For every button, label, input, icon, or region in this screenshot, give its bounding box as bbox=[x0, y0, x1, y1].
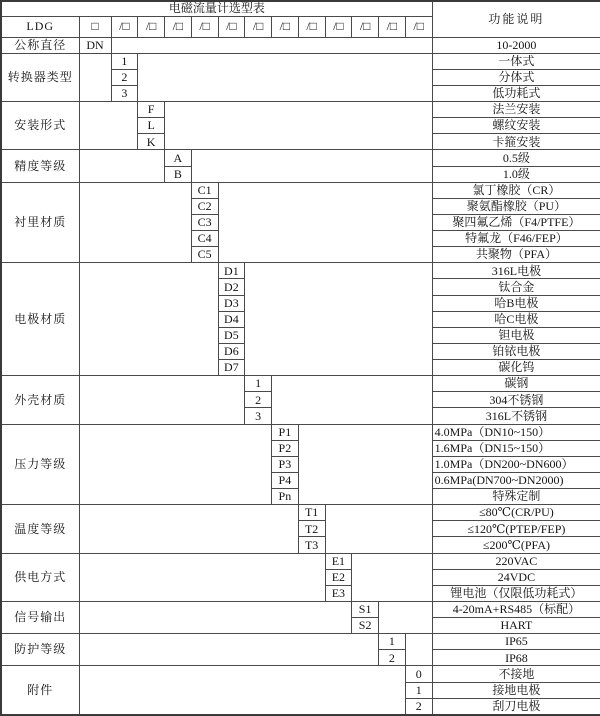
page-title: 电磁流量计选型表 bbox=[1, 1, 432, 16]
filler-cell bbox=[298, 424, 432, 505]
option-code: 1 bbox=[379, 634, 406, 650]
option-code: D1 bbox=[218, 263, 245, 279]
option-code: 1 bbox=[245, 376, 272, 392]
table-row bbox=[1, 102, 600, 118]
model-segment-box-12: /□ bbox=[405, 16, 432, 37]
function-description: 特氟龙（F46/FEP） bbox=[432, 231, 600, 247]
function-description: 聚四氟乙烯（F4/PTFE） bbox=[432, 214, 600, 230]
option-code: S2 bbox=[352, 618, 379, 634]
option-code: D5 bbox=[218, 327, 245, 343]
option-code: D3 bbox=[218, 295, 245, 311]
function-description: 哈C电极 bbox=[432, 311, 600, 327]
function-description: 碳化钨 bbox=[432, 360, 600, 376]
filler-cell bbox=[352, 553, 432, 601]
function-description: 24VDC bbox=[432, 569, 600, 585]
filler-cell bbox=[79, 263, 218, 376]
function-description: 316L电极 bbox=[432, 263, 600, 279]
function-description: 接地电极 bbox=[432, 682, 600, 698]
function-description: 钛合金 bbox=[432, 279, 600, 295]
filler-cell bbox=[79, 553, 325, 601]
function-description: 10-2000 bbox=[432, 37, 600, 53]
table-row bbox=[1, 666, 600, 682]
option-code: C1 bbox=[191, 182, 218, 198]
function-description: 低功耗式 bbox=[432, 85, 600, 101]
model-segment-box-6: /□ bbox=[245, 16, 272, 37]
option-code: T2 bbox=[298, 521, 325, 537]
function-description: 卡箍安装 bbox=[432, 134, 600, 150]
option-code: P2 bbox=[272, 440, 299, 456]
filler-cell bbox=[138, 53, 432, 101]
option-code: T3 bbox=[298, 537, 325, 553]
option-code: D2 bbox=[218, 279, 245, 295]
function-description: IP68 bbox=[432, 650, 600, 666]
filler-cell bbox=[245, 263, 432, 376]
option-code: 2 bbox=[245, 392, 272, 408]
table-row bbox=[1, 553, 600, 569]
category-label: 精度等级 bbox=[1, 150, 79, 182]
category-label: 附件 bbox=[1, 666, 79, 715]
table-row bbox=[1, 150, 600, 166]
option-code: 1 bbox=[111, 53, 138, 69]
filler-cell bbox=[191, 150, 432, 182]
table-row bbox=[1, 376, 600, 392]
category-label: 压力等级 bbox=[1, 424, 79, 505]
filler-cell bbox=[272, 376, 433, 424]
function-description: 304不锈钢 bbox=[432, 392, 600, 408]
filler-cell bbox=[379, 601, 433, 633]
filler-cell bbox=[79, 634, 379, 666]
option-code: 2 bbox=[405, 698, 432, 715]
filler-cell bbox=[79, 376, 245, 424]
option-code: T1 bbox=[298, 505, 325, 521]
function-description: 法兰安装 bbox=[432, 102, 600, 118]
selection-table-body bbox=[1, 1, 600, 715]
option-code: D7 bbox=[218, 360, 245, 376]
category-label: 衬里材质 bbox=[1, 182, 79, 263]
category-label: 外壳材质 bbox=[1, 376, 79, 424]
filler-cell bbox=[79, 150, 165, 182]
function-description: HART bbox=[432, 618, 600, 634]
option-code: C4 bbox=[191, 231, 218, 247]
option-code: F bbox=[138, 102, 165, 118]
option-code: A bbox=[165, 150, 192, 166]
model-segment-box-4: /□ bbox=[191, 16, 218, 37]
option-code: B bbox=[165, 166, 192, 182]
category-label: 转换器类型 bbox=[1, 53, 79, 101]
function-description: 316L不锈钢 bbox=[432, 408, 600, 424]
option-code: P3 bbox=[272, 456, 299, 472]
function-description: 碳钢 bbox=[432, 376, 600, 392]
function-description: 分体式 bbox=[432, 69, 600, 85]
function-description: 锂电池（仅限低功耗式） bbox=[432, 585, 600, 601]
option-code: 1 bbox=[405, 682, 432, 698]
model-segment-box-1: /□ bbox=[111, 16, 138, 37]
option-code: Pn bbox=[272, 489, 299, 505]
filler-cell bbox=[79, 601, 352, 633]
option-code: 0 bbox=[405, 666, 432, 682]
category-label: 供电方式 bbox=[1, 553, 79, 601]
option-code: C2 bbox=[191, 198, 218, 214]
model-segment-box-7: /□ bbox=[272, 16, 299, 37]
function-description: 1.6MPa（DN15~150） bbox=[432, 440, 600, 456]
category-label: 电极材质 bbox=[1, 263, 79, 376]
model-code-box: □ bbox=[79, 16, 111, 37]
category-label: 信号输出 bbox=[1, 601, 79, 633]
option-code: 2 bbox=[379, 650, 406, 666]
option-code: 3 bbox=[245, 408, 272, 424]
model-segment-box-10: /□ bbox=[352, 16, 379, 37]
function-description: ≤200℃(PFA) bbox=[432, 537, 600, 553]
table-row bbox=[1, 505, 600, 521]
category-label: 安装形式 bbox=[1, 102, 79, 150]
function-description: 4-20mA+RS485（标配） bbox=[432, 601, 600, 617]
category-label: 防护等级 bbox=[1, 634, 79, 666]
function-description: 螺纹安装 bbox=[432, 118, 600, 134]
filler-cell bbox=[405, 634, 432, 666]
filler-cell bbox=[79, 505, 298, 553]
category-label: 温度等级 bbox=[1, 505, 79, 553]
filler-cell bbox=[79, 666, 405, 715]
function-description: 220VAC bbox=[432, 553, 600, 569]
table-row bbox=[1, 1, 600, 16]
filler-cell bbox=[325, 505, 432, 553]
function-description: 钽电极 bbox=[432, 327, 600, 343]
option-code: D6 bbox=[218, 343, 245, 359]
function-description: 一体式 bbox=[432, 53, 600, 69]
function-description: 0.6MPa(DN700~DN2000) bbox=[432, 472, 600, 488]
option-code: D4 bbox=[218, 311, 245, 327]
function-description: 0.5级 bbox=[432, 150, 600, 166]
model-segment-box-8: /□ bbox=[298, 16, 325, 37]
option-code: 3 bbox=[111, 85, 138, 101]
table-row bbox=[1, 634, 600, 650]
model-segment-box-3: /□ bbox=[165, 16, 192, 37]
function-description: 1.0MPa（DN200~DN600） bbox=[432, 456, 600, 472]
option-code: 2 bbox=[111, 69, 138, 85]
function-description: 不接地 bbox=[432, 666, 600, 682]
function-description: 1.0级 bbox=[432, 166, 600, 182]
option-code: P4 bbox=[272, 472, 299, 488]
function-description: ≤120℃(PTEP/FEP) bbox=[432, 521, 600, 537]
category-label-diameter: 公称直径 bbox=[1, 37, 79, 53]
option-code: P1 bbox=[272, 424, 299, 440]
filler-cell bbox=[218, 182, 432, 263]
option-code: K bbox=[138, 134, 165, 150]
diameter-code: DN bbox=[79, 37, 111, 53]
filler-cell bbox=[79, 424, 272, 505]
table-row bbox=[1, 37, 600, 53]
function-description: 特殊定制 bbox=[432, 489, 600, 505]
filler-cell bbox=[79, 53, 111, 101]
function-description: IP65 bbox=[432, 634, 600, 650]
filler-cell bbox=[165, 102, 433, 150]
function-description: 铂铱电极 bbox=[432, 343, 600, 359]
table-row bbox=[1, 424, 600, 440]
function-description: 刮刀电极 bbox=[432, 698, 600, 715]
model-prefix: LDG bbox=[1, 16, 79, 37]
table-row bbox=[1, 182, 600, 198]
option-code: C3 bbox=[191, 214, 218, 230]
function-description: 氯丁橡胶（CR） bbox=[432, 182, 600, 198]
model-segment-box-5: /□ bbox=[218, 16, 245, 37]
option-code: C5 bbox=[191, 247, 218, 263]
option-code: E1 bbox=[325, 553, 352, 569]
model-segment-box-9: /□ bbox=[325, 16, 352, 37]
option-code: S1 bbox=[352, 601, 379, 617]
function-description: 4.0MPa（DN10~150） bbox=[432, 424, 600, 440]
option-code: L bbox=[138, 118, 165, 134]
filler-cell bbox=[79, 182, 191, 263]
option-code: E2 bbox=[325, 569, 352, 585]
filler-cell bbox=[79, 102, 138, 150]
model-segment-box-2: /□ bbox=[138, 16, 165, 37]
model-segment-box-11: /□ bbox=[379, 16, 406, 37]
function-column-header: 功能说明 bbox=[432, 1, 600, 37]
table-row bbox=[1, 263, 600, 279]
function-description: 哈B电极 bbox=[432, 295, 600, 311]
function-description: ≤80℃(CR/PU) bbox=[432, 505, 600, 521]
function-description: 聚氨酯橡胶（PU） bbox=[432, 198, 600, 214]
table-row bbox=[1, 53, 600, 69]
filler-cell bbox=[111, 37, 432, 53]
table-row bbox=[1, 601, 600, 617]
option-code: E3 bbox=[325, 585, 352, 601]
function-description: 共聚物（PFA） bbox=[432, 247, 600, 263]
